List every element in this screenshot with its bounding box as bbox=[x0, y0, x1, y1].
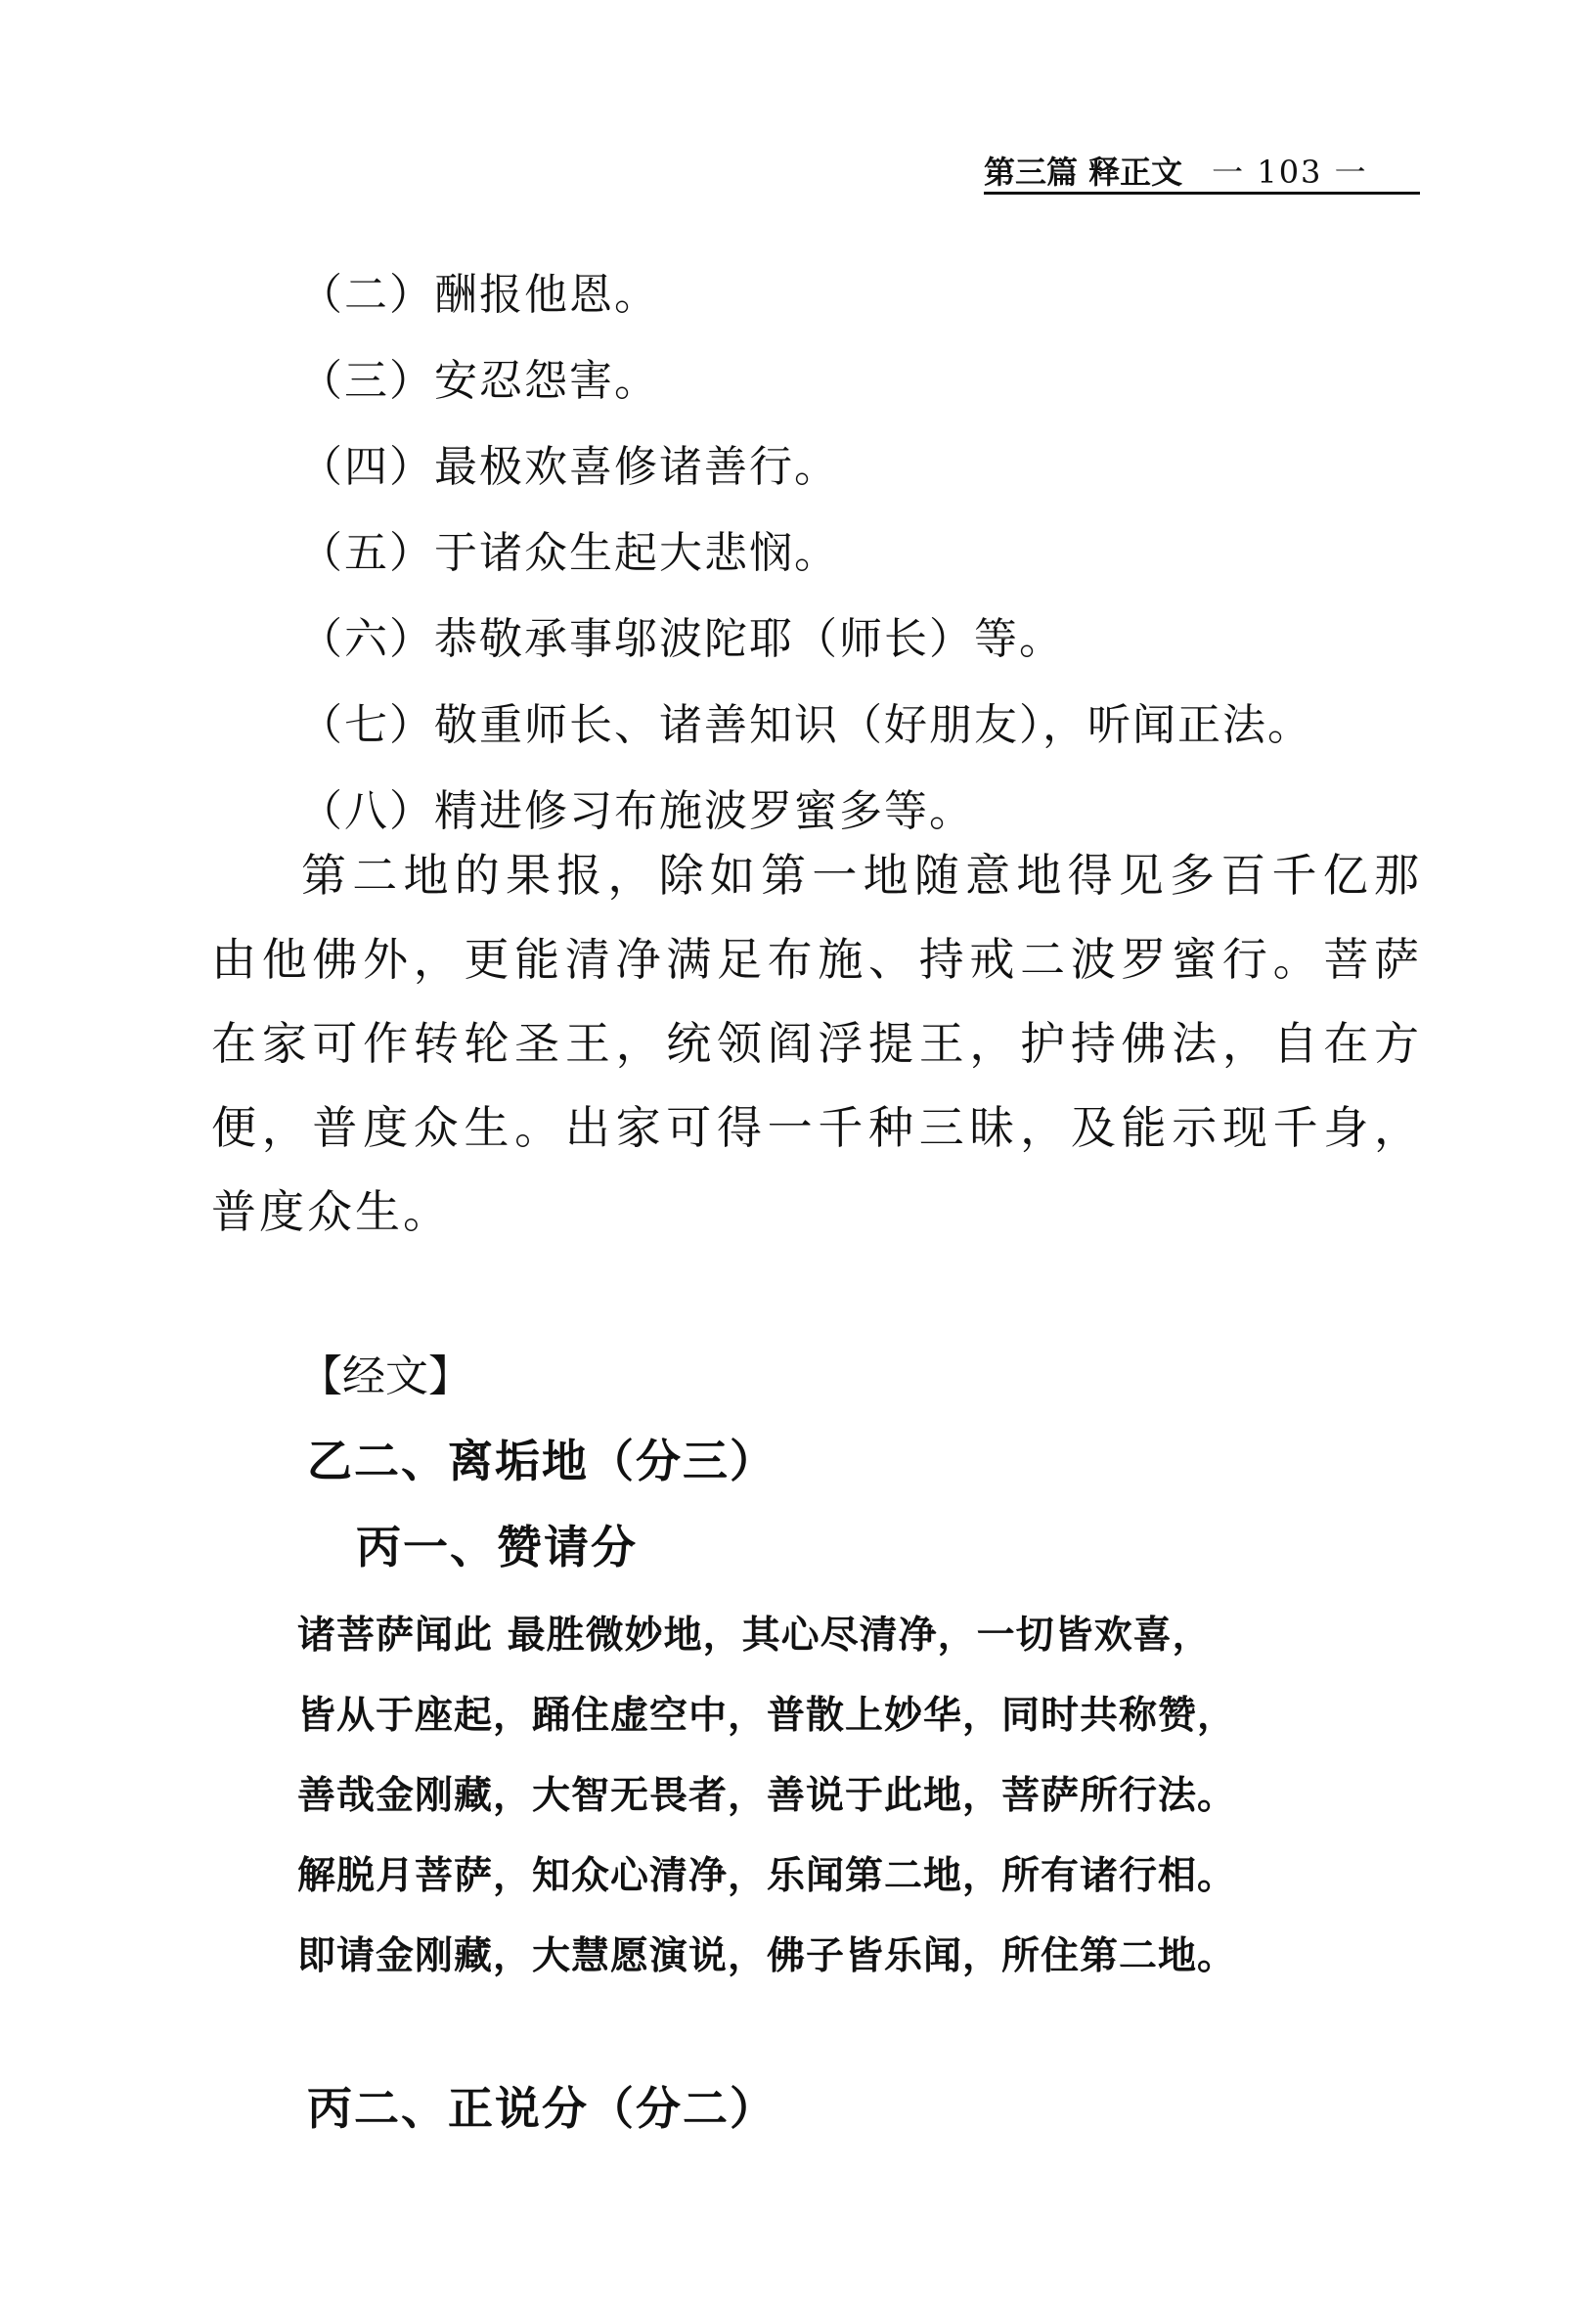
page-number: 一 103 一 bbox=[1212, 154, 1368, 191]
list-item: （五）于诸众生起大悲悯。 bbox=[299, 528, 839, 578]
verse-line: 诸菩萨闻此 最胜微妙地，其心尽清净，一切皆欢喜， bbox=[297, 1614, 1212, 1658]
list-item: （二）酬报他恩。 bbox=[299, 270, 659, 320]
verse-block bbox=[297, 1596, 1422, 1997]
list-item: （三）安忍怨害。 bbox=[299, 356, 659, 406]
list-item: （七）敬重师长、诸善知识（好朋友），听闻正法。 bbox=[299, 700, 1312, 750]
paragraph-line: 在家可作转轮圣王，统领阎浮提王，护持佛法，自在方 bbox=[211, 1017, 1422, 1070]
verse-line: 皆从于座起，踊住虚空中，普散上妙华，同时共称赞， bbox=[297, 1694, 1237, 1738]
section-heading: 乙二、离垢地（分三） bbox=[307, 1435, 776, 1487]
numbered-list bbox=[299, 252, 1424, 855]
paragraph-line: 便，普度众生。出家可得一千种三昧，及能示现千身， bbox=[211, 1101, 1422, 1154]
paragraph-line: 由他佛外，更能清净满足布施、持戒二波罗蜜行。菩萨 bbox=[211, 933, 1422, 986]
paragraph-line: 普度众生。 bbox=[211, 1185, 451, 1238]
list-item: （八）精进修习布施波罗蜜多等。 bbox=[299, 786, 974, 836]
chapter-title: 第三篇 释正文 bbox=[984, 154, 1183, 191]
verse-line: 即请金刚藏，大慧愿演说，佛子皆乐闻，所住第二地。 bbox=[297, 1934, 1237, 1978]
subsection-heading: 丙二、正说分（分二） bbox=[307, 2082, 776, 2135]
list-item: （四）最极欢喜修诸善行。 bbox=[299, 442, 839, 492]
scripture-label: 【经文】 bbox=[299, 1351, 471, 1401]
list-item: （六）恭敬承事邬波陀耶（师长）等。 bbox=[299, 614, 1064, 664]
verse-line: 解脱月菩萨，知众心清净，乐闻第二地，所有诸行相。 bbox=[297, 1854, 1237, 1898]
body-paragraph bbox=[211, 833, 1422, 1254]
verse-line: 善哉金刚藏，大智无畏者，善说于此地，菩萨所行法。 bbox=[297, 1774, 1237, 1818]
running-header bbox=[984, 143, 1420, 195]
paragraph-line: 第二地的果报，除如第一地随意地得见多百千亿那 bbox=[301, 849, 1422, 902]
subsection-heading: 丙一、赞请分 bbox=[356, 1521, 638, 1573]
